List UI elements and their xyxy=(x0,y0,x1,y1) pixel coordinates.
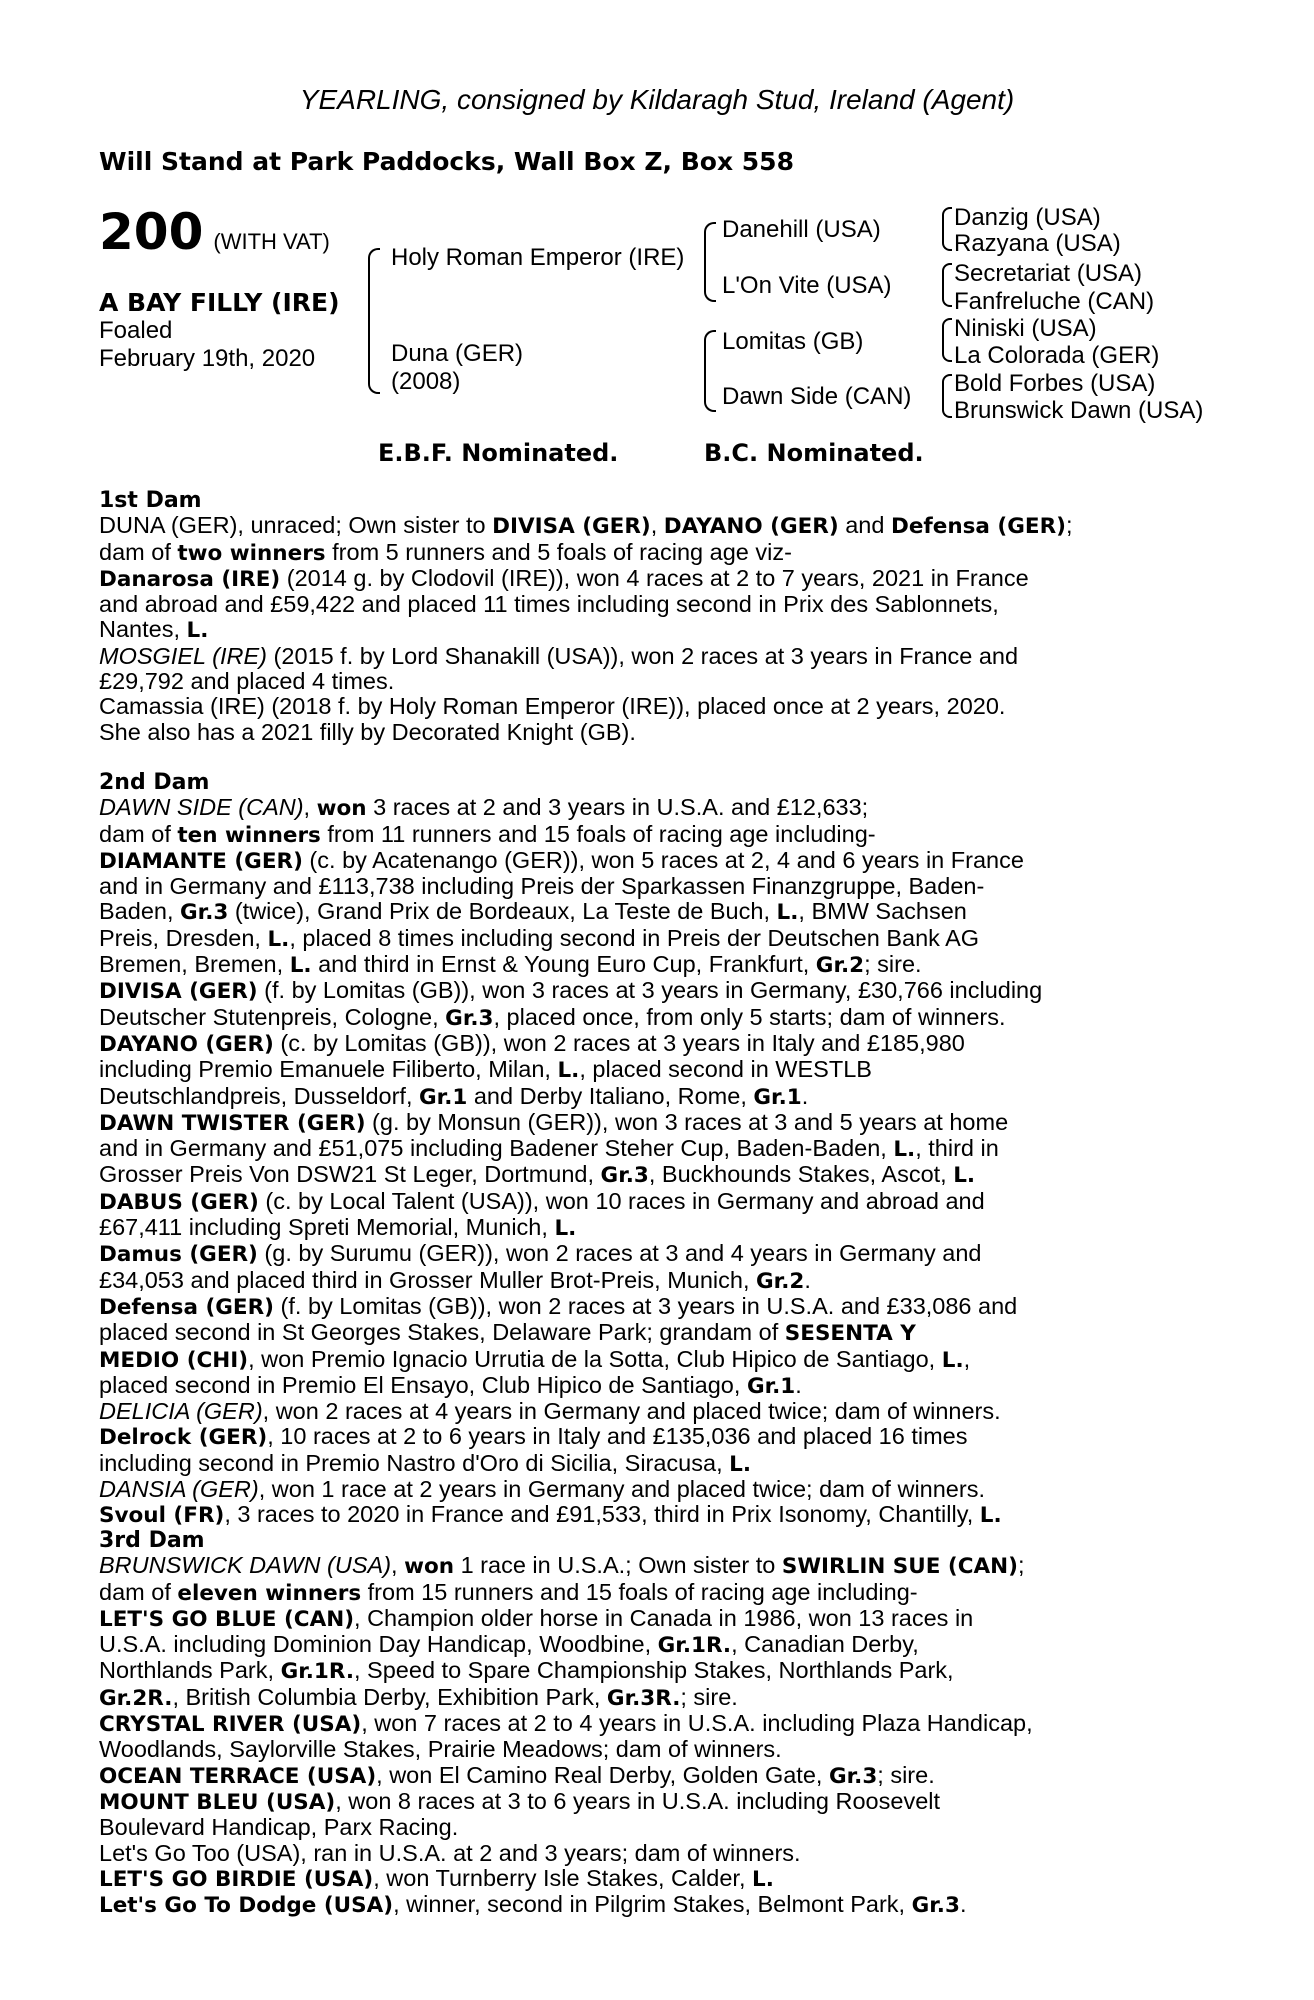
produce-entry-cont: MEDIO (CHI), won Premio Ignacio Urrutia de la Sotta, Club Hipico de Santiago, L., xyxy=(99,1345,971,1373)
section-title: 3rd Dam xyxy=(99,1528,205,1553)
ss-sire: Danzig (USA) xyxy=(954,204,1101,231)
pedigree-brace xyxy=(704,330,716,412)
ds-dam: La Colorada (GER) xyxy=(954,342,1160,369)
produce-entry: DIAMANTE (GER) (c. by Acatenango (GER)), won 5 races at 2, 4 and 6 years in France xyxy=(99,846,1024,874)
produce-entry-cont: Woodlands, Saylorville Stakes, Prairie Meadows; dam of winners. xyxy=(99,1736,782,1763)
sd-dam: Fanfreluche (CAN) xyxy=(954,288,1155,315)
pedigree-brace xyxy=(942,207,952,251)
foaled-date: February 19th, 2020 xyxy=(99,345,316,372)
grandproduce-entry-cont: including second in Premio Nastro d'Oro di Sicilia, Siracusa, L. xyxy=(99,1449,752,1477)
bc-nomination: B.C. Nominated. xyxy=(704,439,924,467)
produce-entry-cont: placed second in Premio El Ensayo, Club Hipico de Santiago, Gr.1. xyxy=(99,1371,802,1399)
produce-entry: MOUNT BLEU (USA), won 8 races at 3 to 6 years in U.S.A. including Roosevelt xyxy=(99,1787,941,1815)
grandproduce-entry: OCEAN TERRACE (USA), won El Camino Real Derby, Golden Gate, Gr.3; sire. xyxy=(99,1761,935,1789)
produce-entry-cont: including Premio Emanuele Filiberto, Milan, L., placed second in WESTLB xyxy=(99,1056,872,1084)
produce-entry-cont: Grosser Preis Von DSW21 St Leger, Dortmund, Gr.3, Buckhounds Stakes, Ascot, L. xyxy=(99,1161,976,1189)
third-dam-section xyxy=(99,1528,1203,1918)
vat-note: (WITH VAT) xyxy=(213,229,330,254)
dam-line: DUNA (GER), unraced; Own sister to DIVISA (GER), DAYANO (GER) and Defensa (GER); xyxy=(99,512,1073,540)
produce-entry: MOSGIEL (IRE) (2015 f. by Lord Shanakill (USA)), won 2 races at 3 years in France and xyxy=(99,642,1019,669)
produce-entry-cont: Bremen, Bremen, L. and third in Ernst & Young Euro Cup, Frankfurt, Gr.2; sire. xyxy=(99,951,922,979)
pedigree-brace xyxy=(942,263,952,307)
produce-entry-cont: Boulevard Handicap, Parx Racing. xyxy=(99,1814,459,1841)
stand-location: Will Stand at Park Paddocks, Wall Box Z, Box 558 xyxy=(99,147,794,176)
produce-entry: DIVISA (GER) (f. by Lomitas (GB)), won 3 races at 3 years in Germany, £30,766 including xyxy=(99,977,1043,1005)
first-dam-section xyxy=(99,488,1203,745)
foaled-info xyxy=(99,317,315,373)
dam: Duna (GER) xyxy=(391,340,524,367)
pedigree-brace xyxy=(942,374,952,418)
foaled-label: Foaled xyxy=(99,317,173,344)
produce-entry-cont: placed second in St Georges Stakes, Delaware Park; grandam of SESENTA Y xyxy=(99,1319,916,1347)
produce-entry: Danarosa (IRE) (2014 g. by Clodovil (IRE)), won 4 races at 2 to 7 years, 2021 in France xyxy=(99,564,1029,592)
produce-entry-cont: Preis, Dresden, L., placed 8 times including second in Preis der Deutschen Bank AG xyxy=(99,924,980,952)
produce-entry-cont: Baden, Gr.3 (twice), Grand Prix de Bordeaux, La Teste de Buch, L., BMW Sachsen xyxy=(99,898,967,926)
produce-entry-cont: and in Germany and £113,738 including Preis der Sparkassen Finanzgruppe, Baden- xyxy=(99,873,985,900)
dam-line: dam of two winners from 5 runners and 5 foals of racing age viz- xyxy=(99,538,792,566)
dam-dam: Dawn Side (CAN) xyxy=(722,383,912,410)
produce-entry: DELICIA (GER), won 2 races at 4 years in Germany and placed twice; dam of winners. xyxy=(99,1398,1001,1425)
produce-entry: CRYSTAL RIVER (USA), won 7 races at 2 to 4 years in U.S.A. including Plaza Handicap, xyxy=(99,1710,1033,1738)
dam-sire: Lomitas (GB) xyxy=(722,328,864,355)
pedigree-brace xyxy=(942,318,952,362)
produce-entry-cont: Nantes, L. xyxy=(99,616,209,644)
produce-entry: DAWN TWISTER (GER) (g. by Monsun (GER)), won 3 races at 3 and 5 years at home xyxy=(99,1108,1009,1136)
produce-entry: Damus (GER) (g. by Surumu (GER)), won 2 races at 3 and 4 years in Germany and xyxy=(99,1240,982,1268)
dam-line: BRUNSWICK DAWN (USA), won 1 race in U.S.A.; Own sister to SWIRLIN SUE (CAN); xyxy=(99,1552,1025,1580)
lot-number-block xyxy=(99,203,330,261)
dam-year: (2008) xyxy=(391,368,461,395)
dd-sire: Bold Forbes (USA) xyxy=(954,370,1156,397)
dd-dam: Brunswick Dawn (USA) xyxy=(954,397,1204,424)
produce-entry: LET'S GO BLUE (CAN), Champion older horse in Canada in 1986, won 13 races in xyxy=(99,1604,974,1632)
produce-entry: DAYANO (GER) (c. by Lomitas (GB)), won 2 races at 3 years in Italy and £185,980 xyxy=(99,1029,965,1057)
produce-entry-cont: and in Germany and £51,075 including Badener Steher Cup, Baden-Baden, L., third in xyxy=(99,1135,999,1163)
produce-entry-cont: £29,792 and placed 4 times. xyxy=(99,668,395,695)
grandproduce-entry: Let's Go To Dodge (USA), winner, second in Pilgrim Stakes, Belmont Park, Gr.3. xyxy=(99,1891,967,1919)
section-title: 1st Dam xyxy=(99,488,202,513)
produce-entry: Defensa (GER) (f. by Lomitas (GB)), won 2 races at 3 years in U.S.A. and £33,086 and xyxy=(99,1292,1018,1320)
produce-entry-cont: Gr.2R., British Columbia Derby, Exhibition Park, Gr.3R.; sire. xyxy=(99,1683,738,1711)
horse-description: A BAY FILLY (IRE) xyxy=(99,288,340,317)
produce-entry: Let's Go Too (USA), ran in U.S.A. at 2 and 3 years; dam of winners. xyxy=(99,1839,801,1866)
sire: Holy Roman Emperor (IRE) xyxy=(391,244,685,271)
dam-line: dam of eleven winners from 15 runners and 15 foals of racing age including- xyxy=(99,1578,918,1606)
produce-entry-cont: £34,053 and placed third in Grosser Muller Brot-Preis, Munich, Gr.2. xyxy=(99,1266,811,1294)
pedigree-brace xyxy=(704,222,716,302)
ds-sire: Niniski (USA) xyxy=(954,315,1097,342)
pedigree-brace xyxy=(368,248,380,394)
grandproduce-entry: LET'S GO BIRDIE (USA), won Turnberry Isle Stakes, Calder, L. xyxy=(99,1864,774,1892)
second-dam-section xyxy=(99,770,1203,1529)
sd-sire: Secretariat (USA) xyxy=(954,260,1143,287)
sire-sire: Danehill (USA) xyxy=(722,216,881,243)
page-title: YEARLING, consigned by Kildaragh Stud, Ireland (Agent) xyxy=(299,84,1015,115)
produce-entry-cont: U.S.A. including Dominion Day Handicap, Woodbine, Gr.1R., Canadian Derby, xyxy=(99,1631,919,1659)
sire-dam: L'On Vite (USA) xyxy=(722,272,892,299)
produce-entry: DANSIA (GER), won 1 race at 2 years in Germany and placed twice; dam of winners. xyxy=(99,1476,985,1503)
produce-entry: Camassia (IRE) (2018 f. by Holy Roman Emperor (IRE)), placed once at 2 years, 2020. xyxy=(99,693,1006,720)
produce-entry-cont: £67,411 including Spreti Memorial, Munich, L. xyxy=(99,1214,577,1242)
dam-line: DAWN SIDE (CAN), won 3 races at 2 and 3 years in U.S.A. and £12,633; xyxy=(99,794,869,822)
produce-entry: DABUS (GER) (c. by Local Talent (USA)), won 10 races in Germany and abroad and xyxy=(99,1187,985,1215)
dam-line: She also has a 2021 filly by Decorated Knight (GB). xyxy=(99,718,636,745)
grandproduce-entry: Delrock (GER), 10 races at 2 to 6 years in Italy and £135,036 and placed 16 times xyxy=(99,1423,968,1451)
produce-entry-cont: and abroad and £59,422 and placed 11 times including second in Prix des Sablonnets, xyxy=(99,591,999,618)
produce-entry-cont: Northlands Park, Gr.1R., Speed to Spare Championship Stakes, Northlands Park, xyxy=(99,1657,954,1685)
dam-line: dam of ten winners from 11 runners and 15 foals of racing age including- xyxy=(99,820,876,848)
ebf-nomination: E.B.F. Nominated. xyxy=(378,439,619,467)
produce-entry-cont: Deutscher Stutenpreis, Cologne, Gr.3, placed once, from only 5 starts; dam of winners. xyxy=(99,1003,1006,1031)
ss-dam: Razyana (USA) xyxy=(954,230,1121,257)
lot-number: 200 xyxy=(99,203,204,261)
produce-entry-cont: Deutschlandpreis, Dusseldorf, Gr.1 and Derby Italiano, Rome, Gr.1. xyxy=(99,1082,809,1110)
grandproduce-entry: Svoul (FR), 3 races to 2020 in France and £91,533, third in Prix Isonomy, Chantilly, L. xyxy=(99,1501,1002,1529)
section-title: 2nd Dam xyxy=(99,770,210,795)
